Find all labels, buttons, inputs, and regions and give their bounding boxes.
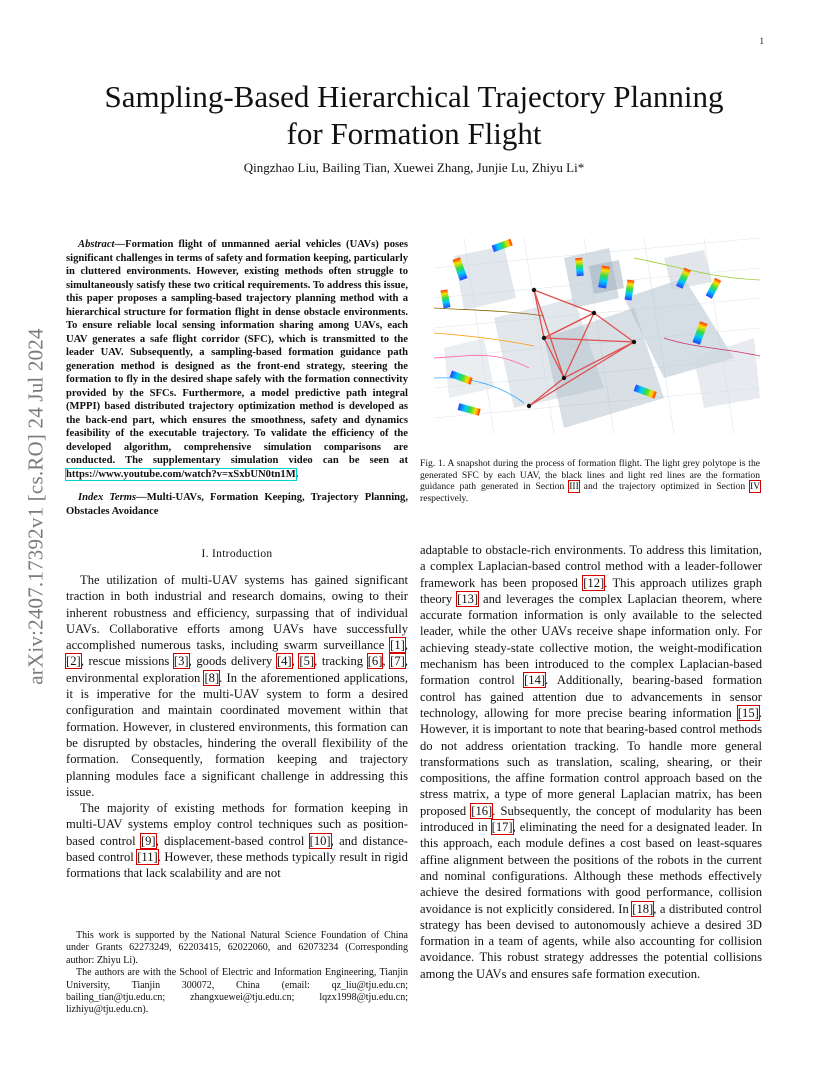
citation-link[interactable]: [18] (632, 901, 654, 916)
citation-link[interactable]: [14] (524, 673, 546, 688)
text-run: . In the aforementioned applications, it is imperative for the multi-UAV system to form a desired configuration and maintain coordinated movement within that formation. However, in clustered environments, this formation can be disrupted by obstacles, hindering the overall flexibility of the formation. Consequently, formation keeping and trajectory planning modules face a significant challenge in addressing this issue. (66, 670, 408, 799)
citation-link[interactable]: [6] (367, 654, 383, 669)
right-column (420, 238, 762, 504)
citation-link[interactable]: [2] (66, 654, 81, 669)
text-run: , displacement-based control (155, 833, 310, 848)
title-line-2: for Formation Flight (286, 116, 542, 151)
citation-link[interactable]: [10] (309, 833, 331, 848)
citation-link[interactable]: [17] (491, 820, 513, 835)
footnotes (66, 930, 408, 1017)
text-run: , and distance-based control (66, 833, 408, 865)
index-terms-lead: Index Terms (78, 492, 137, 503)
caption-text: Fig. 1. A snapshot during the process of formation flight. The light grey polytope is the generated SFC by each UAV, the black lines and light red lines are the formation guidance path generated in Section (420, 458, 760, 493)
section-link[interactable]: III (569, 481, 579, 493)
citation-link[interactable]: [9] (140, 833, 156, 848)
text-run: , rescue missions (80, 654, 174, 669)
affiliation-footnote: The authors are with the School of Electric and Information Engineering, Tianjin University, Tianjin 300072, China (email: qz_liu@tju.edu.cn; bailing_tian@tju.edu.cn; zhangxuewei@tju.edu.cn; lqzx1998@tju.edu.cn; lizhiyu@tju.edu.cn). (66, 967, 408, 1016)
caption-text: respectively. (420, 492, 469, 504)
text-run: , tracking (314, 654, 368, 669)
text-run: , goods delivery (188, 654, 277, 669)
left-column (66, 238, 408, 882)
citation-link[interactable]: [8] (204, 670, 220, 685)
text-run: and leverages the complex Laplacian theorem, where accurate formation information is only available to the selected leader, while the other UAVs receive shape information only. For achieving steady-state collective motion, the weight-modification mechanism has been introduced to the complex Laplacian-based formation control (420, 591, 762, 688)
figure-caption (420, 458, 760, 504)
arxiv-sidebar (14, 296, 58, 716)
text-run: , a distributed control strategy has been devised to autonomously achieve a desired 3D formation in a team of agents, while also accounting for collision avoidance. This robust strategy addresses the potential collisions among the UAVs and ensures safe formation execution. (420, 901, 762, 981)
text-run: , (291, 654, 300, 669)
citation-link[interactable]: [1] (390, 638, 405, 653)
citation-link[interactable]: [5] (299, 654, 315, 669)
text-run: . Additionally, bearing-based formation control has gained attention due to advancements in sensor technology, allowing for more precise bearing information (420, 673, 762, 720)
funding-footnote: This work is supported by the National Natural Science Foundation of China under Grants 62273249, 62203415, 62022060, and 62073234 (Corresponding author: Zhiyu Li). (66, 930, 408, 966)
citation-link[interactable]: [16] (471, 803, 493, 818)
video-link[interactable]: https://www.youtube.com/watch?v=xSxbUN0tn1M (66, 468, 296, 480)
text-run: . Subsequently, the concept of modularity has been introduced in (420, 803, 762, 835)
citation-link[interactable]: [4] (276, 654, 292, 669)
abstract-text: —Formation flight of unmanned aerial vehicles (UAVs) poses significant challenges in terms of safety and formation keeping, particularly in cluttered environments. However, existing methods often struggle to simultaneously satisfy these two critical requirements. To address this issue, this paper proposes a sampling-based trajectory planning method with a hierarchical structure for formation flight in dense obstacle environments. To ensure reliable local sensing information sharing among UAVs, each UAV generates a safe flight corridor (SFC), which is transmitted to the leader UAV. Subsequently, a sampling-based formation guidance path generation method is designed as the front-end strategy, steering the formation to fly in the desired shape safely with the formation connectivity provided by the SFCs. Furthermore, a model predictive path integral (MPPI) based distributed trajectory optimization method is developed as the back-end part, which ensures the smoothness, safety and dynamics feasibility of the executable trajectory. To validate the efficiency of the developed algorithm, comprehensive simulation comparisons are conducted. The supplementary simulation video can be seen at (66, 239, 408, 466)
text-run: The majority of existing methods for formation keeping in multi-UAV systems employ control techniques such as position-based control (66, 801, 408, 848)
abstract-end: . (295, 468, 299, 480)
figure-1 (434, 238, 760, 434)
intro-paragraph-2 (66, 800, 408, 881)
title-line-1: Sampling-Based Hierarchical Trajectory Planning (104, 79, 724, 114)
text-run: . However, it is important to note that bearing-based control methods do not address orientation tracking. To handle more general transformations such as translation, scaling, shearing, or their compositions, the affine formation control approach based on the stress matrix, a type of more general Laplacian matrix, has been proposed (420, 705, 762, 818)
abstract-lead: Abstract (78, 239, 115, 250)
page-number: 1 (759, 36, 764, 46)
author-list: Qingzhao Liu, Bailing Tian, Xuewei Zhang, Junjie Lu, Zhiyu Li* (243, 160, 585, 175)
index-terms-text: —Multi-UAVs, Formation Keeping, Trajectory Planning, Obstacles Avoidance (66, 492, 408, 517)
index-terms (66, 491, 408, 518)
paper-title (70, 78, 758, 152)
caption-text: and the trajectory optimized in Section (578, 481, 751, 493)
section-heading: I. Introduction (201, 548, 273, 560)
citation-link[interactable]: [15] (737, 705, 759, 720)
intro-paragraph-3 (420, 542, 762, 982)
arxiv-identifier: arXiv:2407.17392v1 [cs.RO] 24 Jul 2024 (23, 327, 48, 685)
text-run: The utilization of multi-UAV systems has gained significant traction in both industrial and research domains, owing to their inherent robustness and efficiency, surpassing that of individual UAVs. Collaborative efforts among UAVs have successfully accomplished numerous tasks, including swarm surveillance (66, 573, 408, 653)
text-run: . This approach utilizes graph theory (420, 575, 762, 606)
abstract (66, 238, 408, 481)
citation-link[interactable]: [12] (583, 575, 605, 590)
formation-snapshot-image (434, 238, 760, 434)
citation-link[interactable]: [3] (173, 654, 189, 669)
citation-link[interactable]: [7] (390, 654, 405, 669)
right-column-text (420, 542, 762, 982)
section-link[interactable]: IV (750, 481, 760, 493)
text-run: , environmental exploration (66, 654, 409, 685)
text-run: , (404, 638, 408, 653)
intro-paragraph-1 (66, 572, 408, 800)
text-run: adaptable to obstacle-rich environments. To address this limitation, a complex Laplacian-based control method with a leader-follower framework has been proposed (420, 543, 762, 590)
text-run: , eliminating the need for a designated leader. In this approach, each module defines a cost based on least-squares affine alignment between the positions of the robots in the current and nominal configurations. Although these methods effectively achieve the desired formations with good performance, collision avoidance is not explicitly considered. In (420, 820, 762, 916)
text-run: , (382, 654, 391, 669)
citation-link[interactable]: [13] (457, 591, 479, 606)
text-run: . However, these methods typically result in rigid formations that lack scalability and are not (66, 850, 408, 881)
citation-link[interactable]: [11] (137, 850, 158, 865)
